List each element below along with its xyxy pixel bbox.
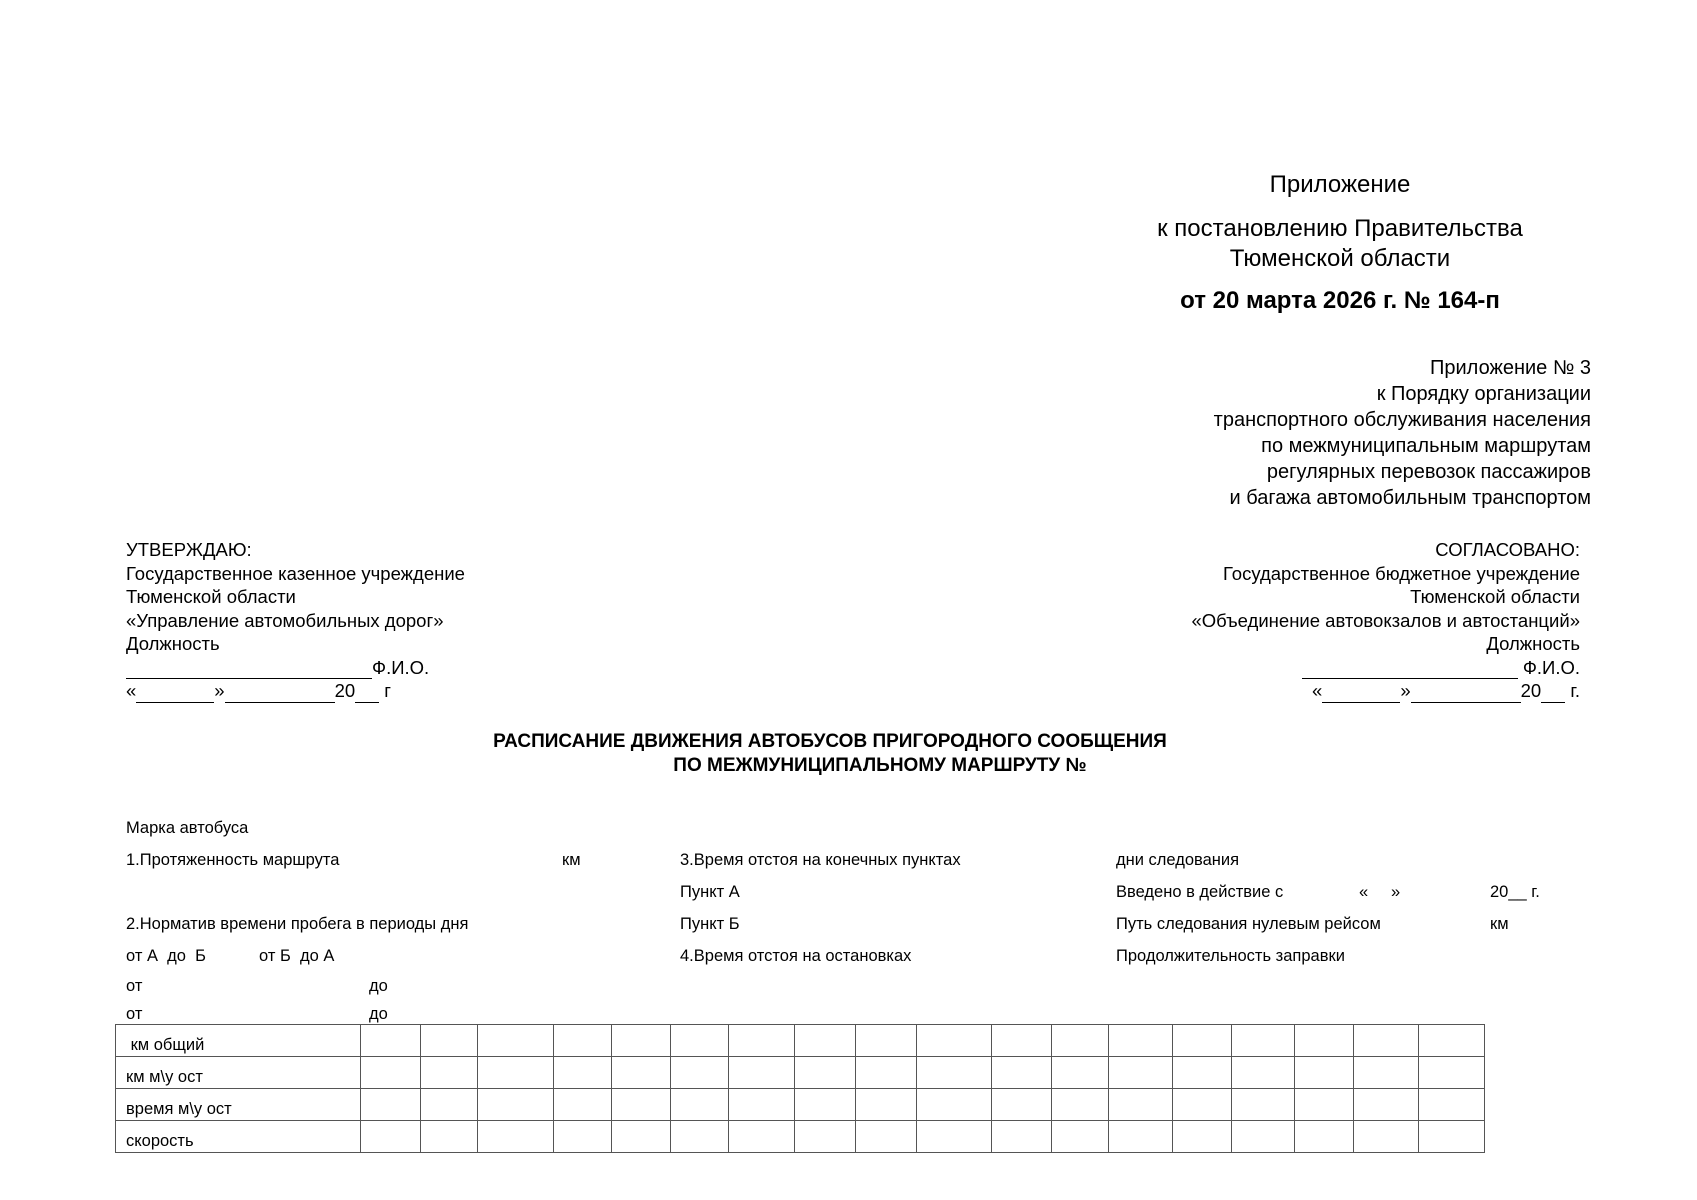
route-length-unit: км [562, 851, 581, 869]
grid-cell [917, 1025, 992, 1057]
null-run-label: Путь следования нулевым рейсом [1116, 915, 1381, 933]
grid-cell [1295, 1121, 1354, 1153]
approve-date-line [126, 679, 465, 703]
grid-cell [1109, 1025, 1173, 1057]
grid-cell [1052, 1025, 1109, 1057]
grid-cell [478, 1057, 554, 1089]
year-blank [1541, 684, 1565, 703]
approve-block [126, 538, 465, 703]
grid-cell [1354, 1057, 1419, 1089]
grid-cell [992, 1121, 1052, 1153]
grid-cell [729, 1089, 795, 1121]
point-b-label: Пункт Б [680, 915, 740, 933]
grid-cell [729, 1025, 795, 1057]
grid-cell [361, 1089, 421, 1121]
grid-cell [1052, 1089, 1109, 1121]
year-prefix: 20 [1520, 680, 1542, 701]
grid-cell [1173, 1089, 1232, 1121]
run-time-norm-label: 2.Норматив времени пробега в периоды дня [126, 915, 469, 933]
grid-cell [421, 1057, 478, 1089]
grid-cell [1354, 1025, 1419, 1057]
quote-open: « [126, 680, 137, 701]
from-a-to-b-label: от А до Б [126, 947, 206, 965]
grid-cell [1109, 1057, 1173, 1089]
grid-cell [361, 1057, 421, 1089]
stops-standing-label: 4.Время отстоя на остановках [680, 947, 912, 965]
agree-date-line [1191, 679, 1580, 703]
grid-row-label: скорость [116, 1121, 361, 1153]
appendix3-line: по межмуниципальным маршрутам [1261, 435, 1591, 457]
effective-quote-open: « [1359, 883, 1369, 901]
grid-cell [1109, 1089, 1173, 1121]
agree-org-line: «Объединение автовокзалов и автостанций» [1191, 609, 1580, 631]
grid-cell [612, 1025, 671, 1057]
grid-cell [671, 1121, 729, 1153]
grid-cell [612, 1089, 671, 1121]
grid-cell [1295, 1089, 1354, 1121]
grid-cell [1232, 1089, 1295, 1121]
grid-cell [992, 1025, 1052, 1057]
grid-cell [856, 1025, 917, 1057]
null-run-unit: км [1490, 915, 1509, 933]
grid-cell [1419, 1121, 1485, 1153]
from-b-to-a-label: от Б до А [259, 947, 335, 965]
appendix3-line: к Порядку организации [1376, 383, 1591, 405]
grid-row [116, 1057, 1485, 1089]
grid-cell [992, 1057, 1052, 1089]
point-a-label: Пункт А [680, 883, 740, 901]
year-prefix: 20 [334, 680, 356, 701]
grid-cell [421, 1089, 478, 1121]
grid-cell [795, 1057, 856, 1089]
grid-cell [361, 1121, 421, 1153]
approve-fio: Ф.И.О. [372, 656, 430, 678]
approve-org-line: «Управление автомобильных дорог» [126, 609, 444, 631]
grid-cell [856, 1121, 917, 1153]
grid-cell [1173, 1121, 1232, 1153]
agree-position: Должность [1486, 633, 1580, 654]
period-to-label: до [369, 1005, 388, 1023]
schedule-title-line1: РАСПИСАНИЕ ДВИЖЕНИЯ АВТОБУСОВ ПРИГОРОДНОГО СООБЩЕНИЯ [493, 731, 1167, 752]
grid-cell [612, 1121, 671, 1153]
grid-cell [917, 1089, 992, 1121]
approve-org-line: Государственное казенное учреждение [126, 562, 465, 584]
appendix-heading: Приложение [1269, 171, 1411, 198]
grid-row [116, 1089, 1485, 1121]
days-label: дни следования [1116, 851, 1240, 869]
grid-cell [1419, 1025, 1485, 1057]
grid-row-label: км общий [116, 1025, 361, 1057]
year-blank [355, 684, 379, 703]
grid-cell [1354, 1121, 1419, 1153]
agree-fio: Ф.И.О. [1517, 656, 1580, 678]
agree-org-line: Государственное бюджетное учреждение [1223, 562, 1580, 584]
quote-close: » [214, 680, 225, 701]
grid-cell [795, 1025, 856, 1057]
grid-cell [1419, 1089, 1485, 1121]
period-from-label: от [126, 977, 143, 995]
grid-cell [612, 1057, 671, 1089]
grid-cell [671, 1025, 729, 1057]
bus-brand-label: Марка автобуса [126, 819, 249, 837]
period-from-label: от [126, 1005, 143, 1023]
grid-cell [1173, 1057, 1232, 1089]
grid-row [116, 1121, 1485, 1153]
month-blank [1411, 684, 1521, 703]
route-length-label: 1.Протяженность маршрута [126, 851, 340, 869]
effective-quote-close: » [1391, 883, 1401, 901]
appendix3-block [1214, 355, 1591, 511]
grid-row-label: км м\у ост [116, 1057, 361, 1089]
schedule-title-line2: ПО МЕЖМУНИЦИПАЛЬНОМУ МАРШРУТУ № [673, 755, 1087, 776]
grid-row-label: время м\у ост [116, 1089, 361, 1121]
grid-cell [1052, 1121, 1109, 1153]
agree-block [1191, 538, 1580, 703]
grid-cell [1109, 1121, 1173, 1153]
grid-cell [421, 1121, 478, 1153]
grid-cell [554, 1121, 612, 1153]
agree-org-line: Тюменской области [1410, 586, 1580, 607]
grid-cell [554, 1089, 612, 1121]
signature-blank [126, 660, 372, 679]
month-blank [225, 684, 335, 703]
grid-cell [478, 1025, 554, 1057]
grid-cell [421, 1025, 478, 1057]
effective-from-label: Введено в действие с [1116, 883, 1284, 901]
grid-cell [856, 1057, 917, 1089]
quote-close: » [1400, 680, 1411, 701]
day-blank [136, 684, 214, 703]
grid-cell [361, 1025, 421, 1057]
approve-signature-line [126, 656, 465, 680]
grid-cell [1052, 1057, 1109, 1089]
signature-blank [1302, 660, 1518, 679]
agree-signature-line [1191, 656, 1580, 680]
grid-cell [1232, 1121, 1295, 1153]
grid-cell [554, 1057, 612, 1089]
grid-cell [1419, 1057, 1485, 1089]
grid-cell [795, 1121, 856, 1153]
grid-cell [1354, 1089, 1419, 1121]
grid-cell [1232, 1057, 1295, 1089]
refuel-label: Продолжительность заправки [1116, 947, 1345, 965]
grid-cell [478, 1089, 554, 1121]
day-blank [1322, 684, 1400, 703]
grid-cell [671, 1089, 729, 1121]
appendix3-line: Приложение № 3 [1430, 357, 1591, 379]
grid-cell [795, 1089, 856, 1121]
grid-cell [1173, 1025, 1232, 1057]
effective-year: 20__ г. [1490, 883, 1540, 901]
grid-cell [992, 1089, 1052, 1121]
appendix3-line: транспортного обслуживания населения [1213, 409, 1591, 431]
agree-heading: СОГЛАСОВАНО: [1435, 539, 1580, 560]
grid-cell [729, 1121, 795, 1153]
year-suffix: г [379, 680, 392, 701]
grid-cell [1232, 1025, 1295, 1057]
appendix3-line: и багажа автомобильным транспортом [1229, 487, 1591, 509]
grid-cell [671, 1057, 729, 1089]
grid-cell [1295, 1025, 1354, 1057]
year-suffix: г. [1565, 680, 1580, 701]
approve-position: Должность [126, 633, 220, 654]
terminal-standing-label: 3.Время отстоя на конечных пунктах [680, 851, 961, 869]
grid-cell [1295, 1057, 1354, 1089]
resolution-line: к постановлению Правительства [1157, 215, 1523, 242]
resolution-date-number: от 20 марта 2026 г. № 164-п [1180, 287, 1500, 314]
grid-row [116, 1025, 1485, 1057]
region-line: Тюменской области [1229, 245, 1451, 272]
quote-open: « [1312, 680, 1323, 701]
grid-cell [554, 1025, 612, 1057]
appendix3-line: регулярных перевозок пассажиров [1266, 461, 1591, 483]
period-to-label: до [369, 977, 388, 995]
grid-cell [917, 1057, 992, 1089]
schedule-grid [115, 1024, 1485, 1153]
grid-cell [856, 1089, 917, 1121]
grid-cell [729, 1057, 795, 1089]
grid-cell [917, 1121, 992, 1153]
approve-org-line: Тюменской области [126, 586, 296, 607]
approve-heading: УТВЕРЖДАЮ: [126, 539, 252, 560]
grid-cell [478, 1121, 554, 1153]
